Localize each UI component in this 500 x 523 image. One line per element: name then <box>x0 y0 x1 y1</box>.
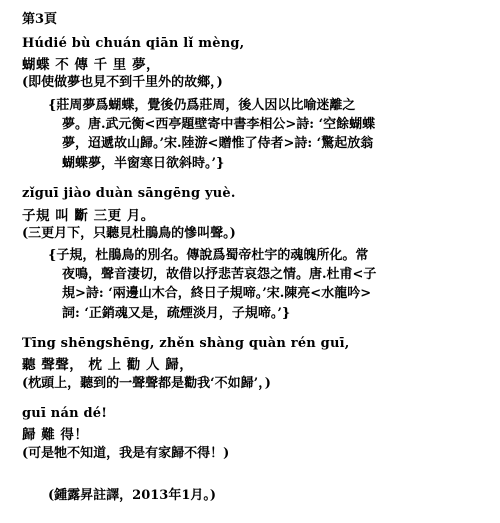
verse-1-note-line-1: {莊周夢爲蝴蝶，覺後仍爲莊周，後人因以比喻迷離之 <box>48 98 356 113</box>
verse-2-note-line-2: 夜鳴，聲音淒切，故借以抒悲苦哀怨之情。唐.杜甫<子 <box>62 267 377 282</box>
verse-1-note-line-2: 夢。唐.武元衡<西亭題壁寄中書李相公>詩: ‘空餘蝴蝶 <box>62 117 376 132</box>
page-number: 第3頁 <box>22 12 58 27</box>
verse-4-hanzi: 歸 難 得！ <box>22 427 89 443</box>
verse-1-pinyin: Húdié bù chuán qiān lǐ mèng, <box>22 36 245 51</box>
verse-2-pinyin: zǐguī jiào duàn sāngēng yuè. <box>22 186 236 201</box>
translator-credit: (鍾露昇註譯，2013年1月。) <box>48 488 217 503</box>
verse-2-note-line-4: 詞: ‘正銷魂又是，疏煙淡月，子規啼。’} <box>62 306 291 321</box>
verse-3-hanzi: 聽 聲聲， 枕 上 勸 人 歸， <box>22 357 194 373</box>
verse-2-gloss: (三更月下，只聽見杜鵑鳥的慘叫聲。) <box>22 226 236 241</box>
verse-4-gloss: (可是牠不知道，我是有家歸不得！) <box>22 446 230 461</box>
verse-4-pinyin: guī nán dé! <box>22 406 108 421</box>
verse-3-gloss: (枕頭上，聽到的一聲聲都是勸我‘不如歸’，) <box>22 376 271 391</box>
verse-1-gloss: (即使做夢也見不到千里外的故鄉，) <box>22 75 223 90</box>
verse-1-note-line-4: 蝴蝶夢，半窗寒日欲斜時。’} <box>62 156 225 171</box>
verse-1-hanzi: 蝴蝶 不 傳 千 里 夢， <box>22 57 160 73</box>
verse-2-note-line-1: {子規，杜鵑鳥的別名。傳說爲蜀帝杜宇的魂魄所化。常 <box>48 248 369 263</box>
verse-3-pinyin: Tīng shēngshēng, zhěn shàng quàn rén guī, <box>22 336 350 351</box>
verse-2-note-line-3: 規>詩: ‘兩邊山木合，終日子規啼。’宋.陳亮<水龍吟> <box>62 286 372 301</box>
verse-2-hanzi: 子規 叫 斷 三更 月。 <box>22 208 155 224</box>
verse-1-note-line-3: 夢，迢遞故山歸。’宋.陸游<贈惟了侍者>詩: ‘驚起放翁 <box>62 136 374 151</box>
